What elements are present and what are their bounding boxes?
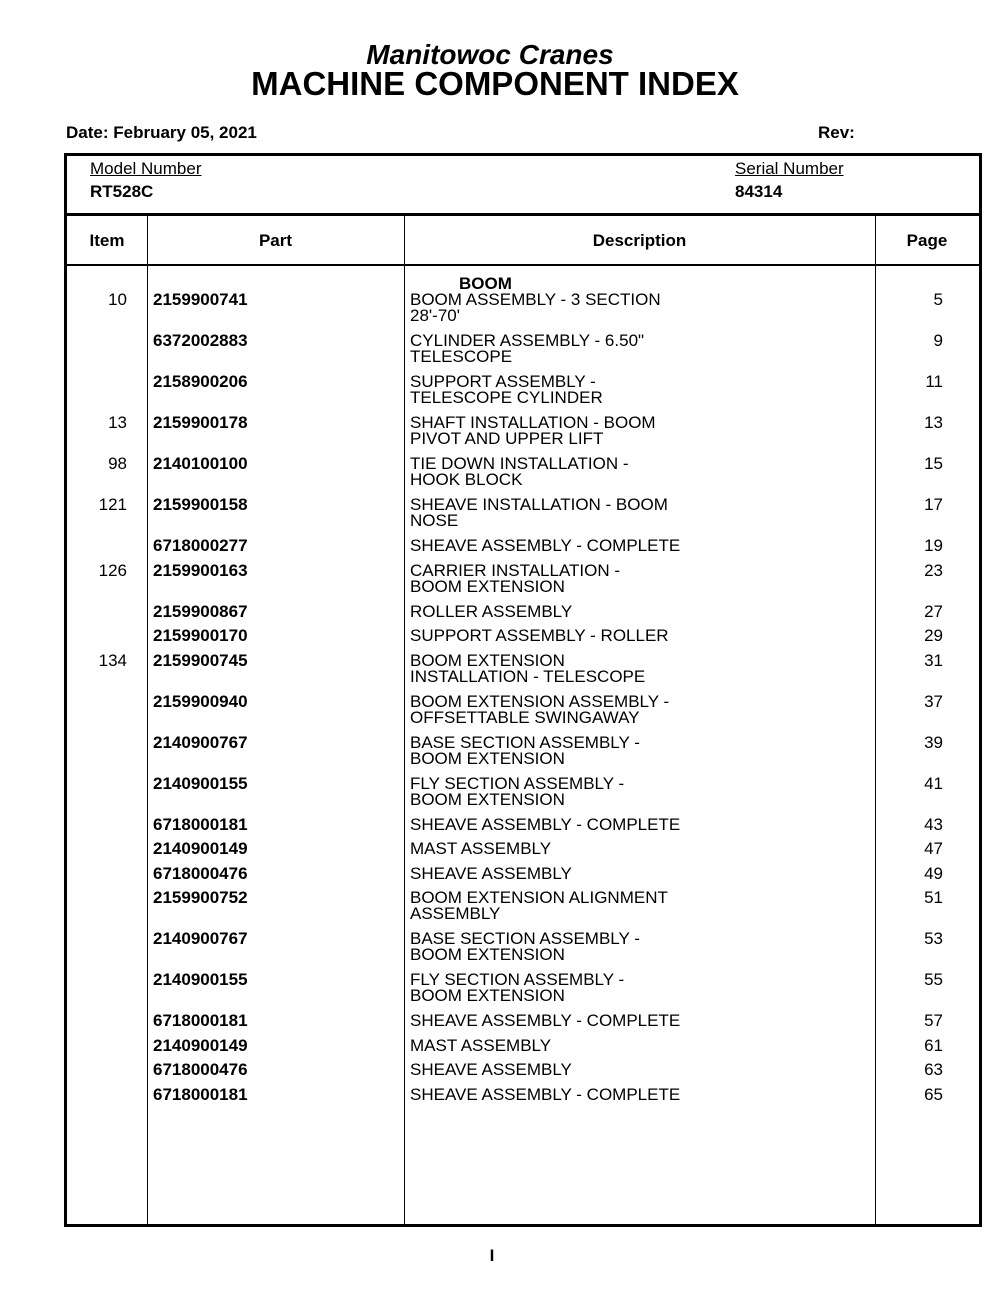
row-page-number: 41 (924, 773, 943, 793)
rev-label: Rev: (818, 123, 855, 142)
row-page-number: 17 (924, 495, 943, 514)
row-item-number: 10 (108, 290, 127, 309)
row-page-number: 37 (924, 691, 943, 711)
row-part-number: 6718000476 (153, 863, 248, 883)
row-page-number: 19 (924, 536, 943, 555)
row-description (410, 732, 870, 768)
description-line: BOOM EXTENSION ASSEMBLY - (410, 691, 670, 711)
row-page-number: 57 (924, 1011, 943, 1030)
description-line: CYLINDER ASSEMBLY - 6.50" (410, 331, 645, 350)
row-part-number: 2140100100 (153, 454, 248, 473)
row-part-number: 2159900745 (153, 650, 248, 670)
row-part-number: 2140900155 (153, 773, 248, 793)
section-title: BOOM (459, 274, 512, 293)
description-line: OFFSETTABLE SWINGAWAY (410, 707, 640, 727)
row-description (410, 890, 870, 922)
row-item-number: 126 (98, 560, 127, 580)
row-part-number: 6718000277 (153, 536, 248, 555)
row-part-number: 2140900767 (153, 732, 248, 752)
description-line: CARRIER INSTALLATION - (410, 560, 621, 580)
description-line: BOOM EXTENSION (410, 650, 565, 670)
row-page-number: 55 (924, 970, 943, 989)
row-page-number: 61 (924, 1035, 943, 1055)
row-description (410, 1035, 870, 1055)
row-part-number: 6718000476 (153, 1060, 248, 1079)
description-line: BOOM EXTENSION (410, 945, 565, 964)
column-divider (147, 216, 148, 1224)
row-description (410, 841, 870, 857)
row-part-number: 2159900741 (153, 290, 248, 309)
description-line: ROLLER ASSEMBLY (410, 601, 573, 621)
row-description (410, 628, 870, 644)
row-item-number: 121 (98, 495, 127, 514)
row-description (410, 1084, 870, 1104)
row-page-number: 63 (924, 1060, 943, 1079)
row-item-number: 13 (108, 413, 127, 432)
row-description (410, 773, 870, 809)
description-line: PIVOT AND UPPER LIFT (410, 429, 604, 448)
description-line: 28'-70' (410, 306, 460, 325)
row-description (410, 560, 870, 596)
description-line: TIE DOWN INSTALLATION - (410, 454, 629, 473)
description-line: SHEAVE ASSEMBLY (410, 1060, 572, 1079)
row-page-number: 5 (933, 290, 943, 309)
row-page-number: 39 (924, 732, 943, 752)
row-description (410, 1062, 870, 1078)
row-description (410, 601, 870, 621)
table-header-row (67, 216, 979, 266)
row-description (410, 931, 870, 963)
description-line: MAST ASSEMBLY (410, 1035, 552, 1055)
row-item-number: 98 (108, 454, 127, 473)
description-line: SUPPORT ASSEMBLY - ROLLER (410, 626, 669, 645)
description-line: HOOK BLOCK (410, 470, 523, 489)
description-line: BOOM EXTENSION ALIGNMENT (410, 888, 668, 907)
column-header-page: Page (906, 231, 948, 250)
column-divider (404, 216, 405, 1224)
row-description (410, 1013, 870, 1029)
description-line: ASSEMBLY (410, 904, 501, 923)
row-part-number: 2159900170 (153, 626, 248, 645)
row-description (410, 374, 870, 406)
serial-number-label: Serial Number (735, 159, 844, 178)
row-description (410, 415, 870, 447)
row-part-number: 6718000181 (153, 1084, 248, 1104)
row-page-number: 53 (924, 929, 943, 948)
description-line: BOOM EXTENSION (410, 789, 565, 809)
row-part-number: 2158900206 (153, 372, 248, 391)
serial-number-value: 84314 (735, 182, 783, 201)
description-line: MAST ASSEMBLY (410, 839, 552, 858)
description-line: BOOM ASSEMBLY - 3 SECTION (410, 290, 661, 309)
column-divider (875, 216, 876, 1224)
column-header-description: Description (592, 231, 687, 250)
row-page-number: 23 (924, 560, 943, 580)
row-page-number: 27 (924, 601, 943, 621)
row-description (410, 691, 870, 727)
description-line: SHEAVE ASSEMBLY - COMPLETE (410, 536, 681, 555)
row-description (410, 538, 870, 554)
description-line: BOOM EXTENSION (410, 576, 565, 596)
description-line: FLY SECTION ASSEMBLY - (410, 773, 625, 793)
description-line: TELESCOPE CYLINDER (410, 388, 603, 407)
row-description (410, 863, 870, 883)
row-description (410, 972, 870, 1004)
row-part-number: 2140900155 (153, 970, 248, 989)
row-page-number: 29 (924, 626, 943, 645)
row-description (410, 497, 870, 529)
row-part-number: 6718000181 (153, 1011, 248, 1030)
row-part-number: 2140900149 (153, 839, 248, 858)
row-page-number: 51 (924, 888, 943, 907)
column-header-item: Item (89, 231, 125, 250)
description-line: BOOM EXTENSION (410, 748, 565, 768)
row-description (410, 814, 870, 834)
row-part-number: 2159900867 (153, 601, 248, 621)
page-number: I (489, 1246, 495, 1265)
row-description (410, 650, 870, 686)
row-page-number: 15 (924, 454, 943, 473)
description-line: SHEAVE INSTALLATION - BOOM (410, 495, 668, 514)
row-part-number: 6372002883 (153, 331, 248, 350)
description-line: BASE SECTION ASSEMBLY - (410, 929, 640, 948)
row-description (410, 456, 870, 488)
row-page-number: 13 (924, 413, 943, 432)
document-title: MACHINE COMPONENT INDEX (251, 65, 739, 102)
description-line: BASE SECTION ASSEMBLY - (410, 732, 640, 752)
row-description (410, 292, 870, 324)
index-table-frame (64, 153, 982, 1227)
description-line: SHEAVE ASSEMBLY (410, 863, 572, 883)
row-page-number: 43 (924, 814, 943, 834)
row-part-number: 2159900178 (153, 413, 248, 432)
model-info-box (67, 156, 979, 216)
row-part-number: 2159900940 (153, 691, 248, 711)
row-page-number: 65 (924, 1084, 943, 1104)
row-page-number: 11 (925, 372, 943, 391)
model-number-label: Model Number (90, 159, 202, 178)
row-part-number: 6718000181 (153, 814, 248, 834)
row-part-number: 2140900767 (153, 929, 248, 948)
row-part-number: 2159900163 (153, 560, 248, 580)
description-line: SHEAVE ASSEMBLY - COMPLETE (410, 1084, 681, 1104)
description-line: TELESCOPE (410, 347, 513, 366)
row-part-number: 2140900149 (153, 1035, 248, 1055)
column-header-part: Part (258, 231, 293, 250)
description-line: INSTALLATION - TELESCOPE (410, 666, 646, 686)
date-label: Date: February 05, 2021 (66, 123, 257, 142)
model-number-value: RT528C (90, 182, 154, 201)
row-page-number: 31 (924, 650, 943, 670)
row-page-number: 49 (924, 863, 943, 883)
row-description (410, 333, 870, 365)
description-line: BOOM EXTENSION (410, 986, 565, 1005)
row-item-number: 134 (98, 650, 127, 670)
row-page-number: 9 (933, 331, 943, 350)
description-line: SHAFT INSTALLATION - BOOM (410, 413, 656, 432)
row-page-number: 47 (924, 839, 943, 858)
company-name: Manitowoc Cranes (366, 39, 614, 70)
description-line: SHEAVE ASSEMBLY - COMPLETE (410, 814, 681, 834)
description-line: NOSE (410, 511, 459, 530)
description-line: FLY SECTION ASSEMBLY - (410, 970, 625, 989)
row-part-number: 2159900752 (153, 888, 248, 907)
row-part-number: 2159900158 (153, 495, 248, 514)
description-line: SHEAVE ASSEMBLY - COMPLETE (410, 1011, 681, 1030)
description-line: SUPPORT ASSEMBLY - (410, 372, 596, 391)
